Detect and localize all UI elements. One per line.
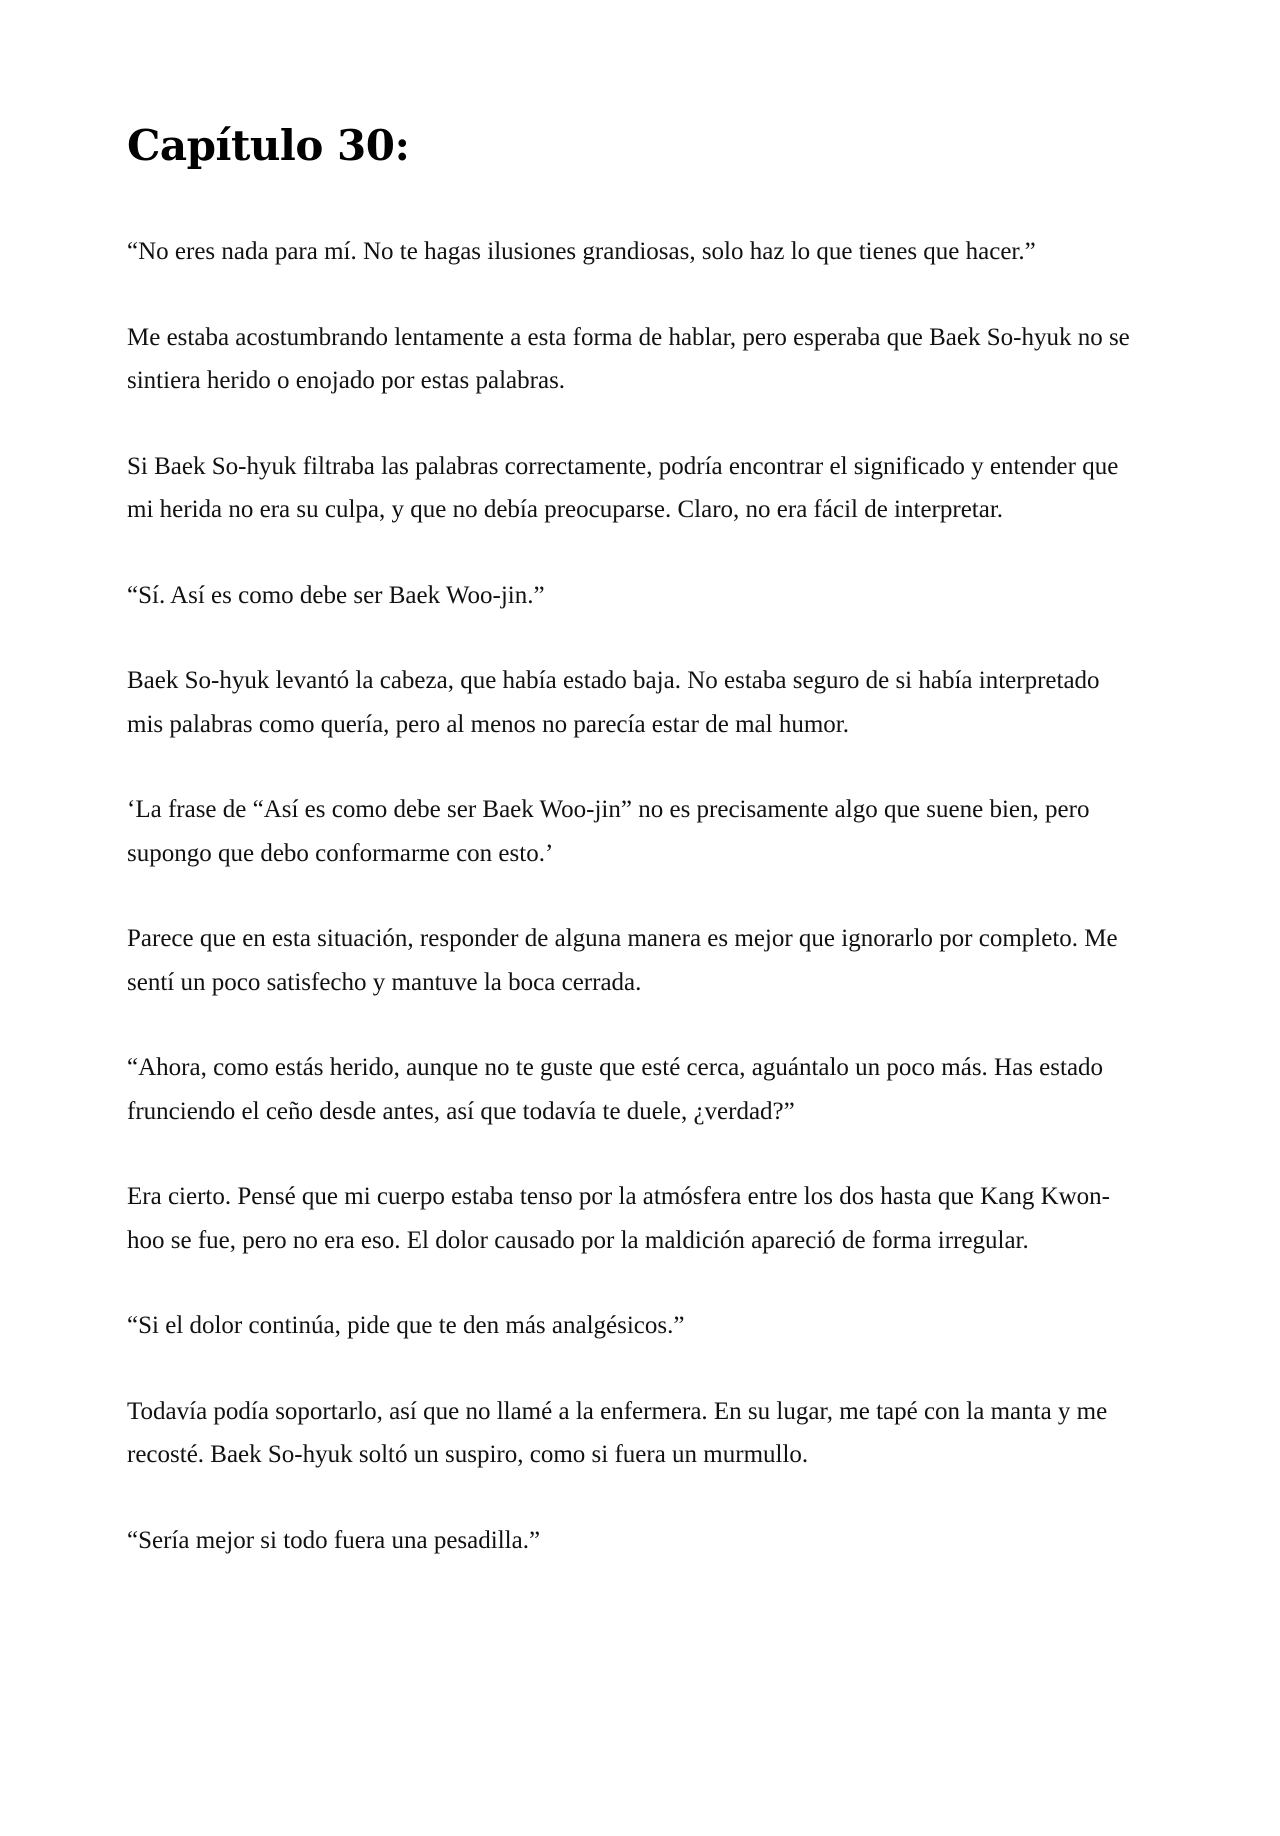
- paragraph-5: Baek So-hyuk levantó la cabeza, que había estado baja. No estaba seguro de si había interpretado mis palabras como quería, pero al menos no parecía estar de mal humor.: [127, 667, 1100, 738]
- paragraph-10: “Si el dolor continúa, pide que te den más analgésicos.”: [127, 1312, 685, 1339]
- chapter-body: [127, 230, 1130, 1562]
- paragraph-11: Todavía podía soportarlo, así que no llamé a la enfermera. En su lugar, me tapé con la manta y me recosté. Baek So-hyuk soltó un suspiro, como si fuera un murmullo.: [127, 1397, 1108, 1468]
- chapter-title: Capítulo 30:: [127, 121, 410, 170]
- paragraph-1: “No eres nada para mí. No te hagas ilusiones grandiosas, solo haz lo que tienes que hacer.”: [127, 238, 1036, 265]
- paragraph-6: ‘La frase de “Así es como debe ser Baek Woo-jin” no es precisamente algo que suene bien, pero supongo que debo conformarme con esto.’: [127, 796, 1090, 867]
- paragraph-2: Me estaba acostumbrando lentamente a esta forma de hablar, pero esperaba que Baek So-hyuk no se sintiera herido o enojado por estas palabras.: [127, 323, 1130, 394]
- paragraph-7: Parece que en esta situación, responder de alguna manera es mejor que ignorarlo por completo. Me sentí un poco satisfecho y mantuve la boca cerrada.: [127, 925, 1118, 996]
- paragraph-12: “Sería mejor si todo fuera una pesadilla.”: [127, 1526, 541, 1554]
- paragraph-4: “Sí. Así es como debe ser Baek Woo-jin.”: [127, 581, 545, 609]
- paragraph-9: Era cierto. Pensé que mi cuerpo estaba tenso por la atmósfera entre los dos hasta que Kang Kwon-hoo se fue, pero no era eso. El dolor causado por la maldición apareció de forma irregular.: [127, 1183, 1111, 1254]
- paragraph-3: Si Baek So-hyuk filtraba las palabras correctamente, podría encontrar el significado y entender que mi herida no era su culpa, y que no debía preocuparse. Claro, no era fácil de interpretar.: [127, 452, 1119, 523]
- paragraph-8: “Ahora, como estás herido, aunque no te guste que esté cerca, aguántalo un poco más. Has estado frunciendo el ceño desde antes, así que todavía te duele, ¿verdad?”: [127, 1054, 1104, 1125]
